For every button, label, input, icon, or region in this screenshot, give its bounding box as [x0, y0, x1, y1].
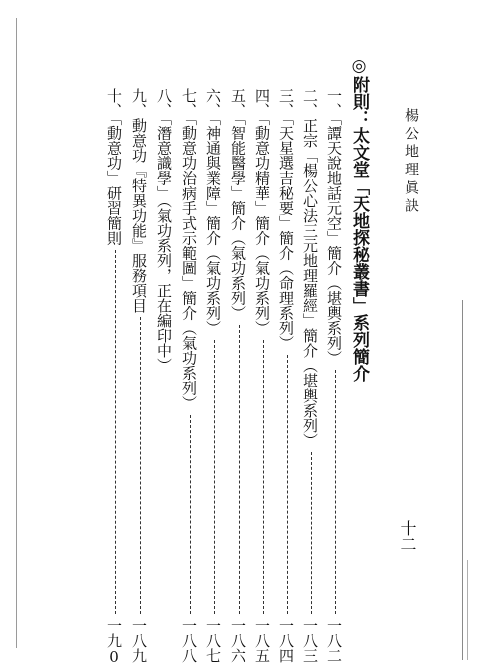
- toc-entry-title: 七、「動意功治病手式示範圖」簡介（氣功系列）: [180, 88, 198, 411]
- page-edge-line-secondary: [467, 560, 468, 660]
- toc-leader-dots: [335, 370, 336, 614]
- toc-leader-dots: [140, 317, 141, 614]
- toc-entry: [253, 88, 274, 663]
- toc-entry: [180, 88, 201, 663]
- toc-leader-dots: [239, 325, 240, 614]
- toc-entry-title: 十、「動意功」研習簡則: [105, 88, 123, 246]
- toc-entry-title: 四、「動意功精華」簡介（氣功系列）: [253, 88, 271, 336]
- toc-entry: [325, 88, 346, 663]
- toc-entry-title: 九、動意功『特異功能』服務項目: [130, 88, 148, 313]
- page-edge-line: [462, 300, 463, 660]
- toc-entry-page: 一九0: [105, 618, 123, 666]
- toc-entry: [277, 88, 298, 663]
- toc-entry-page: 一八七: [204, 618, 222, 663]
- toc-entry-title: 二、正宗「楊公心法三元地理羅經」簡介（堪輿系列）: [301, 88, 319, 448]
- toc-entry-page: 一八四: [277, 618, 295, 663]
- binding-edge-line: [16, 18, 17, 648]
- toc-entry: [204, 88, 225, 663]
- toc-entry-page: 一八三: [301, 618, 319, 663]
- toc-entry-title: 五、「智能醫學」簡介（氣功系列）: [229, 88, 247, 321]
- toc-entry-page: 一八八: [180, 618, 198, 663]
- toc-entry-page: 一八九: [130, 618, 148, 663]
- toc-entry: [105, 88, 126, 666]
- running-header-book-title: 楊公地理眞訣: [403, 108, 419, 216]
- toc-leader-dots: [287, 355, 288, 614]
- toc-entry: [156, 88, 176, 608]
- toc-entry-title: 一、「譚天說地話元空」簡介（堪輿系列）: [325, 88, 343, 366]
- toc-entry: [130, 88, 151, 663]
- toc-entry: [229, 88, 250, 663]
- toc-entry: [301, 88, 322, 663]
- toc-entry-page: 一八二: [325, 618, 343, 663]
- toc-entry-title: 八、「潛意識學」（氣功系列，正在編印中）: [155, 88, 173, 373]
- toc-leader-dots: [263, 340, 264, 614]
- toc-leader-dots: [115, 250, 116, 614]
- toc-leader-dots: [311, 452, 312, 614]
- toc-leader-dots: [190, 415, 191, 614]
- page-number: 十二: [398, 520, 417, 552]
- toc-entry-page: 一八五: [253, 618, 271, 663]
- toc-entry-title: 六、「神通與業障」簡介（氣功系列）: [204, 88, 222, 336]
- toc-heading: ◎附則：太文堂「天地探秘叢書」系列簡介: [349, 56, 369, 382]
- toc-entry-page: 一八六: [229, 618, 247, 663]
- toc-leader-dots: [214, 340, 215, 614]
- toc-entry-title: 三、「天星選吉秘要」簡介（命理系列）: [277, 88, 295, 351]
